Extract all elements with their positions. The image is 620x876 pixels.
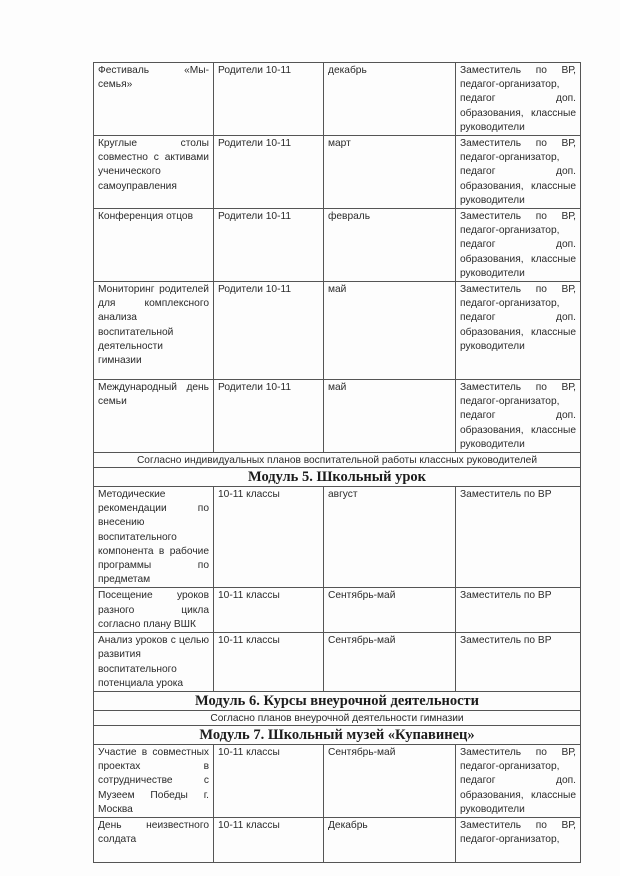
event-cell: Методические рекомендации по внесению воспитательного компонента в рабочие программы по предметам (94, 487, 214, 588)
responsible-cell: Заместитель по ВР, педагог-организатор, педагог доп. образования, классные руководители (456, 744, 581, 817)
participants-cell: Родители 10-11 (214, 209, 324, 282)
participants-cell: Родители 10-11 (214, 282, 324, 380)
timing-cell: март (324, 136, 456, 209)
table-row (94, 588, 581, 633)
participants-cell: 10-11 классы (214, 487, 324, 588)
event-cell: Международный день семьи (94, 380, 214, 453)
participants-cell: Родители 10-11 (214, 63, 324, 136)
timing-cell: май (324, 282, 456, 380)
responsible-cell: Заместитель по ВР, педагог-организатор, педагог доп. образования, классные руководители (456, 63, 581, 136)
module-6-heading: Модуль 6. Курсы внеурочной деятельности (94, 691, 581, 710)
note-row (94, 710, 581, 725)
participants-cell: 10-11 классы (214, 744, 324, 817)
timing-cell: Сентябрь-май (324, 588, 456, 633)
extracurricular-plans-note: Согласно планов внеурочной деятельности гимназии (94, 710, 581, 725)
responsible-cell: Заместитель по ВР, педагог-организатор, педагог доп. образования, классные руководители (456, 380, 581, 453)
table-row (94, 63, 581, 136)
event-cell: День неизвестного солдата (94, 817, 214, 862)
table-row (94, 633, 581, 692)
timing-cell: декабрь (324, 63, 456, 136)
table-row (94, 744, 581, 817)
timing-cell: Сентябрь-май (324, 744, 456, 817)
timing-cell: Сентябрь-май (324, 633, 456, 692)
responsible-cell: Заместитель по ВР, педагог-организатор, педагог доп. образования, классные руководители (456, 136, 581, 209)
responsible-cell: Заместитель по ВР (456, 588, 581, 633)
event-cell: Мониторинг родителей для комплексного анализа воспитательной деятельности гимназии (94, 282, 214, 380)
module-5-heading: Модуль 5. Школьный урок (94, 468, 581, 487)
plan-table-body (94, 63, 581, 863)
responsible-cell: Заместитель по ВР (456, 633, 581, 692)
module-header-row (94, 725, 581, 744)
timing-cell: май (324, 380, 456, 453)
participants-cell: Родители 10-11 (214, 136, 324, 209)
responsible-cell: Заместитель по ВР, педагог-организатор, (456, 817, 581, 862)
event-cell: Анализ уроков с целью развития воспитательного потенциала урока (94, 633, 214, 692)
table-row (94, 209, 581, 282)
note-row (94, 453, 581, 468)
responsible-cell: Заместитель по ВР (456, 487, 581, 588)
participants-cell: 10-11 классы (214, 588, 324, 633)
timing-cell: февраль (324, 209, 456, 282)
timing-cell: Декабрь (324, 817, 456, 862)
participants-cell: 10-11 классы (214, 817, 324, 862)
responsible-cell: Заместитель по ВР, педагог-организатор, педагог доп. образования, классные руководители (456, 209, 581, 282)
table-row (94, 136, 581, 209)
module-header-row (94, 691, 581, 710)
table-row (94, 282, 581, 380)
table-row (94, 487, 581, 588)
table-row (94, 380, 581, 453)
event-cell: Круглые столы совместно с активами ученического самоуправления (94, 136, 214, 209)
timing-cell: август (324, 487, 456, 588)
participants-cell: 10-11 классы (214, 633, 324, 692)
participants-cell: Родители 10-11 (214, 380, 324, 453)
table-row (94, 817, 581, 862)
event-cell: Участие в совместных проектах в сотрудничестве с Музеем Победы г. Москва (94, 744, 214, 817)
module-header-row (94, 468, 581, 487)
event-cell: Посещение уроков разного цикла согласно плану ВШК (94, 588, 214, 633)
module-7-heading: Модуль 7. Школьный музей «Купавинец» (94, 725, 581, 744)
event-cell: Конференция отцов (94, 209, 214, 282)
class-teacher-plans-note: Согласно индивидуальных планов воспитательной работы классных руководителей (94, 453, 581, 468)
education-plan-table (93, 62, 581, 863)
responsible-cell: Заместитель по ВР, педагог-организатор, педагог доп. образования, классные руководители (456, 282, 581, 380)
event-cell: Фестиваль «Мы-семья» (94, 63, 214, 136)
